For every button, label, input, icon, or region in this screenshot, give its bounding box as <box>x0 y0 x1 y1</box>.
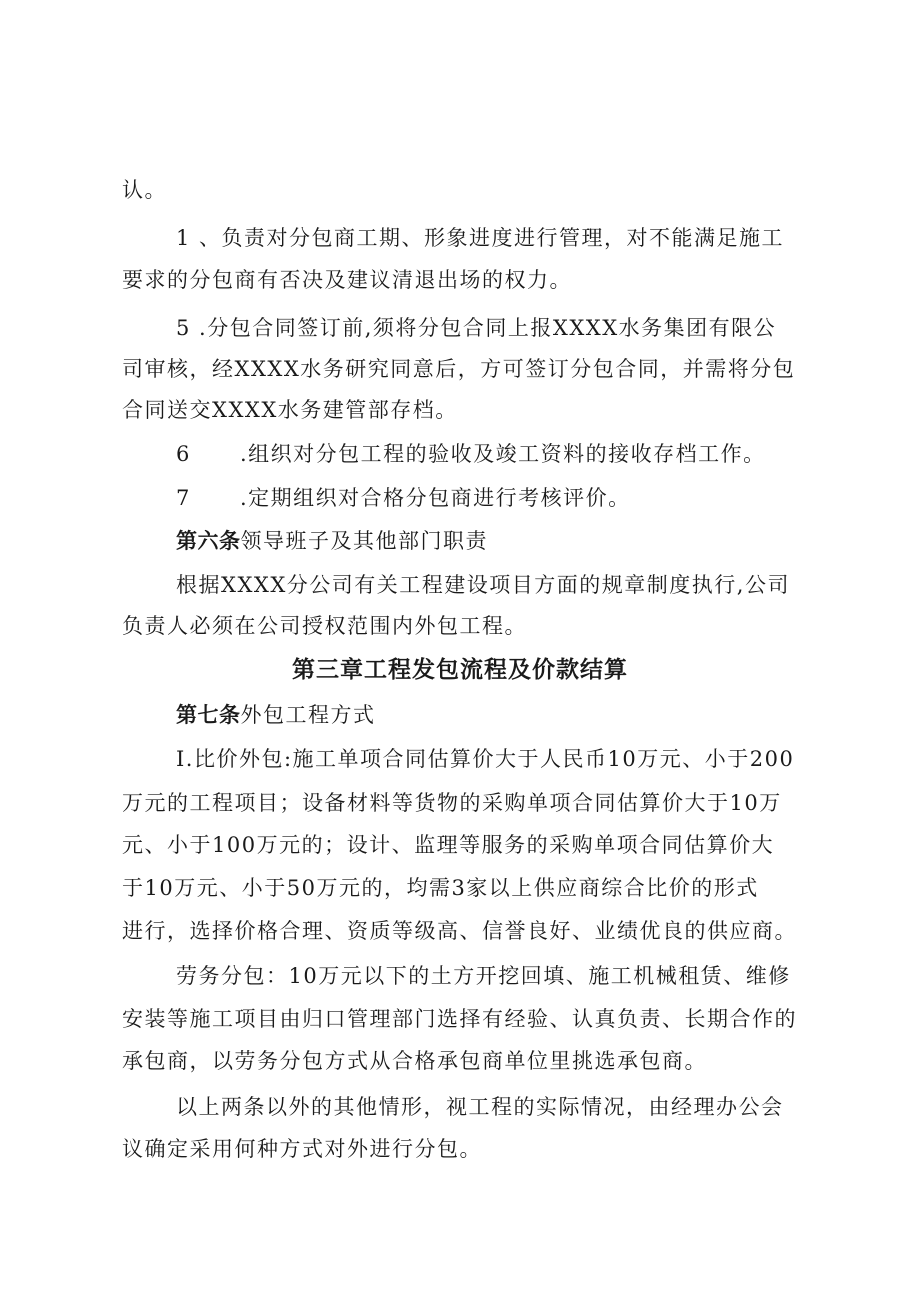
paragraph-line: 负责人必须在公司授权范围内外包工程。 <box>122 614 527 638</box>
paragraph-line: 司审核，经XXXX水务研究同意后，方可签订分包合同，并需将分包 <box>122 357 796 381</box>
article-title: 外包工程方式 <box>240 703 376 727</box>
paragraph-line: 安装等施工项目由归口管理部门选择有经验、认真负责、长期合作的 <box>122 1007 797 1031</box>
paragraph-line: 合同送交XXXX水务建管部存档。 <box>122 398 458 422</box>
article-title: 领导班子及其他部门职责 <box>240 529 488 553</box>
paragraph-line: 以上两条以外的其他情形，视工程的实际情况，由经理办公会 <box>176 1095 784 1119</box>
paragraph-line: 万元的工程项目；设备材料等货物的采购单项合同估算价大于10万 <box>122 791 782 815</box>
list-number: 7 <box>176 486 191 510</box>
paragraph-line: 承包商，以劳务分包方式从合格承包商单位里挑选承包商。 <box>122 1049 707 1073</box>
list-item <box>176 484 812 512</box>
list-number: 6 <box>176 442 191 466</box>
list-text: .定期组织对合格分包商进行考核评价。 <box>240 486 631 510</box>
paragraph-line: 议确定采用何种方式对外进行分包。 <box>122 1137 482 1161</box>
paragraph-line: 1 、负责对分包商工期、形象进度进行管理，对不能满足施工 <box>176 226 785 250</box>
paragraph-line: 于10万元、小于50万元的，均需3家以上供应商综合比价的形式 <box>122 876 759 900</box>
list-text: .组织对分包工程的验收及竣工资料的接收存档工作。 <box>240 442 766 466</box>
list-item <box>176 440 812 468</box>
paragraph-line: 元、小于100万元的；设计、监理等服务的采购单项合同估算价大 <box>122 833 775 857</box>
paragraph-line: 劳务分包：10万元以下的土方开挖回填、施工机械租赁、维修 <box>176 964 791 988</box>
paragraph-line: I.比价外包:施工单项合同估算价大于人民币10万元、小于200 <box>176 747 795 771</box>
paragraph-line: 进行，选择价格合理、资质等级高、信誉良好、业绩优良的供应商。 <box>122 919 797 943</box>
article-number: 第七条 <box>176 703 241 727</box>
paragraph-line: 要求的分包商有否决及建议清退出场的权力。 <box>122 268 572 292</box>
article-number: 第六条 <box>176 529 241 553</box>
paragraph-line: 5 .分包合同签订前,须将分包合同上报XXXX水务集团有限公 <box>176 316 777 340</box>
paragraph-line: 认。 <box>122 178 167 202</box>
chapter-title: 第三章工程发包流程及价款结算 <box>292 657 628 683</box>
paragraph-line: 根据XXXX分公司有关工程建设项目方面的规章制度执行,公司 <box>176 573 790 597</box>
article-heading <box>176 701 812 729</box>
article-heading <box>176 527 812 555</box>
